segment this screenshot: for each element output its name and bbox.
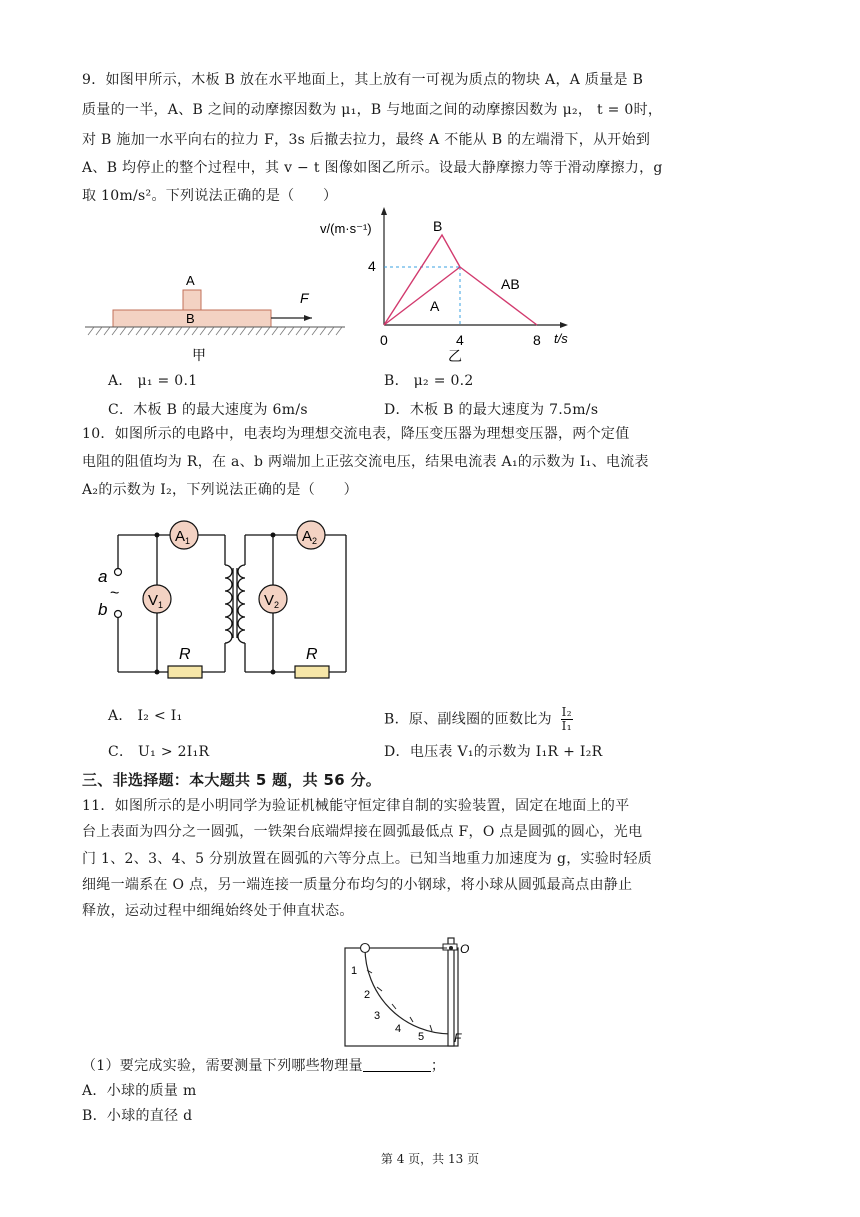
q10-option-d: D．电压表 V₁的示数为 I₁R + I₂R	[384, 744, 603, 760]
voltmeter-v1-label: $V_1$	[148, 592, 164, 610]
gate-4-label: 4	[395, 1023, 402, 1035]
figure-jia	[80, 270, 350, 370]
q11-sub1-text: （1）要完成实验，需要测量下列哪些物理量	[82, 1058, 363, 1074]
point-f-label: F	[454, 1031, 462, 1045]
answer-blank[interactable]	[363, 1057, 431, 1072]
q11-line-3: 门 1、2、3、4、5 分别放置在圆弧的六等分点上。已知当地重力加速度为 g，实验时轻质	[82, 851, 653, 867]
gate-5-label: 5	[418, 1031, 425, 1043]
tick-t-0: 0	[380, 332, 388, 348]
line-ab	[460, 267, 537, 325]
ac-source-symbol: ~	[110, 585, 120, 602]
q11-line-5: 释放，运动过程中细绳始终处于伸直状态。	[82, 903, 354, 919]
gate-3-label: 3	[374, 1010, 381, 1022]
fraction-numerator: I₂	[561, 705, 572, 719]
board-b-label: B	[186, 311, 195, 326]
force-arrow-head	[304, 315, 312, 321]
line-b	[384, 235, 460, 325]
circuit-diagram	[90, 510, 360, 685]
q10-line-3: A₂的示数为 I₂，下列说法正确的是（ ）	[82, 482, 358, 498]
figure-yi-vt-graph	[318, 205, 588, 365]
q9-line-2: 质量的一半，A、B 之间的动摩擦因数为 μ₁，B 与地面之间的动摩擦因数为 μ₂， t = 0时，	[82, 102, 663, 118]
tick-t-8: 8	[533, 332, 541, 348]
q11-line-4: 细绳一端系在 O 点，另一端连接一质量分布均匀的小钢球，将小球从圆弧最高点由静止	[82, 877, 633, 893]
terminal-a	[115, 569, 122, 576]
q9-option-d: D．木板 B 的最大速度为 7.5m/s	[384, 402, 599, 418]
resistor-secondary-label: R	[306, 646, 318, 663]
resistor-secondary	[295, 666, 329, 678]
resistor-primary-label: R	[179, 646, 191, 663]
q10-option-b-text: B．原、副线圈的匝数比为	[384, 711, 552, 728]
curve-b-label: B	[433, 218, 443, 234]
q10-line-1: 10．如图所示的电路中，电表均为理想交流电表，降压变压器为理想变压器，两个定值	[82, 426, 630, 442]
q11-line-1: 11．如图所示的是小明同学为验证机械能守恒定律自制的实验装置，固定在地面上的平	[82, 798, 630, 814]
steel-ball	[361, 944, 370, 953]
q9-option-b: B． μ₂ = 0.2	[384, 373, 474, 389]
block-a-label: A	[186, 273, 195, 288]
t-axis-label: t/s	[554, 331, 568, 346]
point-o-label: O	[460, 942, 470, 956]
q9-option-c: C．木板 B 的最大速度为 6m/s	[108, 402, 308, 418]
page-footer: 第 4 页，共 13 页	[380, 1152, 480, 1166]
iron-stand	[448, 938, 454, 1046]
q11-line-2: 台上表面为四分之一圆弧，一铁架台底端焊接在圆弧最低点 F，O 点是圆弧的圆心，光电	[82, 824, 643, 840]
q9-option-a: A． μ₁ = 0.1	[108, 373, 198, 389]
q10-line-2: 电阻的阻值均为 R，在 a、b 两端加上正弦交流电压，结果电流表 A₁的示数为 I₁、电流表	[82, 454, 649, 470]
q10-option-a: A． I₂ < I₁	[108, 708, 183, 724]
line-a	[384, 267, 460, 325]
q11-option-b: B．小球的直径 d	[82, 1108, 193, 1124]
terminal-b	[115, 611, 122, 618]
platform	[345, 948, 458, 1046]
tick-t-4: 4	[456, 332, 464, 348]
ammeter-a1-label: $A_1$	[175, 528, 191, 546]
force-label: F	[300, 290, 309, 306]
curve-ab-label: AB	[501, 276, 520, 292]
gate-2-label: 2	[364, 989, 371, 1001]
curve-a-label: A	[430, 298, 440, 314]
terminal-a-label: a	[98, 567, 108, 586]
ground-hatching	[88, 327, 342, 335]
ammeter-a2-label: $A_2$	[302, 528, 318, 546]
q10-option-c: C． U₁ > 2I₁R	[108, 744, 210, 760]
section-3-heading: 三、非选择题：本大题共 5 题，共 56 分。	[82, 771, 382, 789]
resistor-primary	[168, 666, 202, 678]
figure-jia-caption: 甲	[192, 347, 206, 363]
arc-apparatus-figure	[335, 932, 495, 1054]
fraction-denominator: I₁	[561, 719, 572, 733]
tick-v-4: 4	[368, 258, 376, 274]
q11-subquestion-1: （1）要完成实验，需要测量下列哪些物理量 ；	[82, 1058, 446, 1074]
t-axis-arrow	[560, 322, 568, 328]
center-point-o	[449, 946, 453, 950]
gate-1-label: 1	[351, 965, 358, 977]
v-axis-label: v/(m·s⁻¹)	[320, 221, 372, 236]
block-a	[183, 290, 201, 310]
figure-yi-caption: 乙	[448, 348, 462, 364]
q9-line-3: 对 B 施加一水平向右的拉力 F，3s 后撤去拉力，最终 A 不能从 B 的左端滑下，从开始到	[82, 132, 651, 148]
q9-line-1: 9．如图甲所示，木板 B 放在水平地面上，其上放有一可视为质点的物块 A，A 质量是 B	[82, 72, 644, 88]
v-axis-arrow	[381, 207, 387, 215]
q10-option-b	[384, 706, 573, 733]
terminal-b-label: b	[98, 600, 108, 619]
q9-line-5: 取 10m/s²。下列说法正确的是（ ）	[82, 188, 338, 204]
turns-ratio-fraction	[561, 706, 573, 733]
q11-option-a: A．小球的质量 m	[82, 1083, 197, 1099]
voltmeter-v2-label: $V_2$	[264, 592, 280, 610]
q9-line-4: A、B 均停止的整个过程中，其 v − t 图像如图乙所示。设最大静摩擦力等于滑动摩擦力，g	[82, 160, 663, 176]
